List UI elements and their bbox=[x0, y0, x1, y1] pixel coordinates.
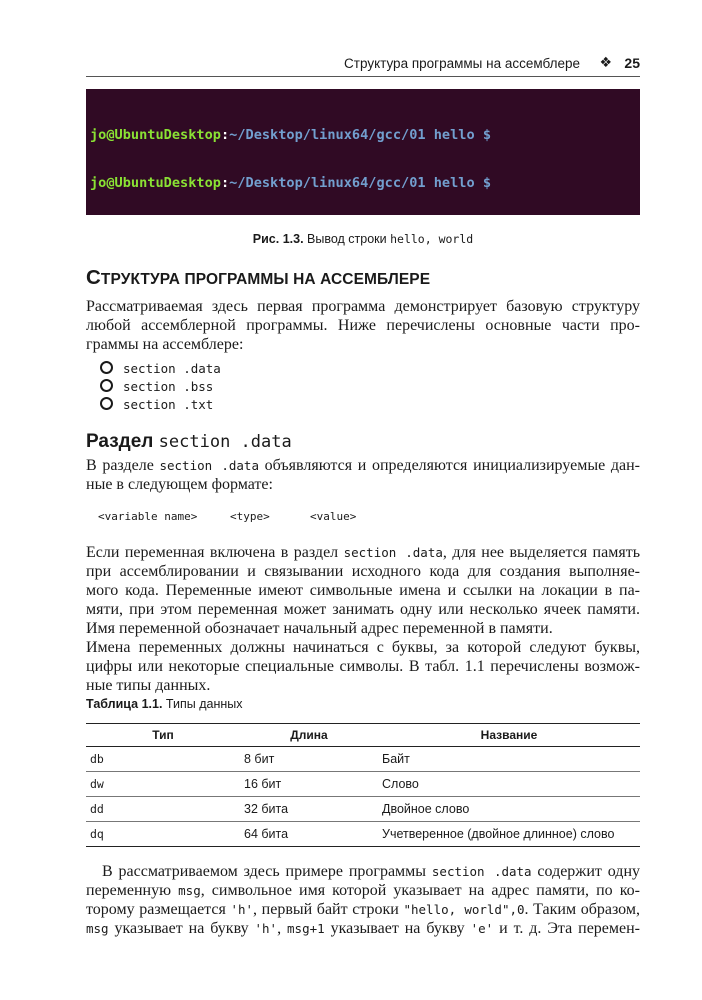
table-row: db 8 бит Байт bbox=[86, 747, 640, 772]
intro-paragraph: Рассматриваемая здесь первая программа демонстрирует базовую структуру любой ассемблерной программы. Ниже перечислены основные части про- граммы на ассемблере: bbox=[86, 298, 640, 353]
page-number: 25 bbox=[624, 55, 640, 71]
data-section-paragraph: В разделе section .data объявляются и определяются инициализируемые дан- ные в следующем формате: bbox=[86, 457, 640, 493]
bullet-circle-icon bbox=[100, 397, 113, 410]
list-item: section .bss bbox=[100, 378, 221, 396]
figure-caption: Рис. 1.3. Вывод строки hello, world bbox=[252, 232, 474, 246]
table-row: dq 64 бита Учетверенное (двойное длинное) слово bbox=[86, 822, 640, 847]
list-item: section .data bbox=[100, 360, 221, 378]
sections-list bbox=[100, 360, 221, 414]
column-header-length: Длина bbox=[240, 724, 378, 747]
column-header-name: Название bbox=[378, 724, 640, 747]
variables-paragraph: Если переменная включена в раздел section .data, для нее выделяется память при ассемблировании и связывании исходного кода для создания выполняе- мого кода. Переменные имеют символьные имена и ссылки на локации в па- мяти, при этом переменная может занимать одну или несколько ячеек памяти. Имя переменной обозначает начальный адрес переменной в памяти. Имена переменных должны начинаться с буквы, за которой следуют буквы, цифры или некоторые специальные символы. В табл. 1.1 перечислены возмож- ные типы данных. bbox=[86, 544, 640, 694]
table-header-row bbox=[86, 724, 640, 747]
data-types-table bbox=[86, 723, 640, 847]
subheading-data-section: Раздел section .data bbox=[86, 431, 292, 452]
bullet-circle-icon bbox=[100, 361, 113, 374]
ornament-icon: ❖ bbox=[599, 54, 612, 70]
running-head-title: Структура программы на ассемблере bbox=[344, 56, 580, 71]
list-item: section .txt bbox=[100, 396, 221, 414]
terminal-line: jo@UbuntuDesktop:~/Desktop/linux64/gcc/01 hello $ bbox=[90, 126, 492, 143]
format-value: <value> bbox=[310, 510, 357, 523]
table-row: dd 32 бита Двойное слово bbox=[86, 797, 640, 822]
example-paragraph: В рассматриваемом здесь примере программы section .data содержит одну переменную msg, символьное имя которой указывает на адрес памяти, по ко- торому размещается 'h', первый байт строки "hello, world",0. Таким образом, msg указывает на букву 'h', msg+1 указывает на букву 'e' и т. д. Эта перемен- bbox=[86, 863, 641, 937]
terminal-line: jo@UbuntuDesktop:~/Desktop/linux64/gcc/01 hello $ bbox=[90, 175, 492, 192]
format-type: <type> bbox=[230, 510, 270, 523]
terminal-screenshot bbox=[86, 89, 640, 215]
running-head bbox=[86, 54, 640, 77]
table-row: dw 16 бит Слово bbox=[86, 772, 640, 797]
format-variable-name: <variable name> bbox=[98, 510, 198, 523]
section-heading: СТРУКТУРА ПРОГРАММЫ НА АССЕМБЛЕРЕ bbox=[86, 266, 431, 289]
table-caption: Таблица 1.1. Типы данных bbox=[86, 697, 243, 711]
column-header-type: Тип bbox=[86, 724, 240, 747]
bullet-circle-icon bbox=[100, 379, 113, 392]
